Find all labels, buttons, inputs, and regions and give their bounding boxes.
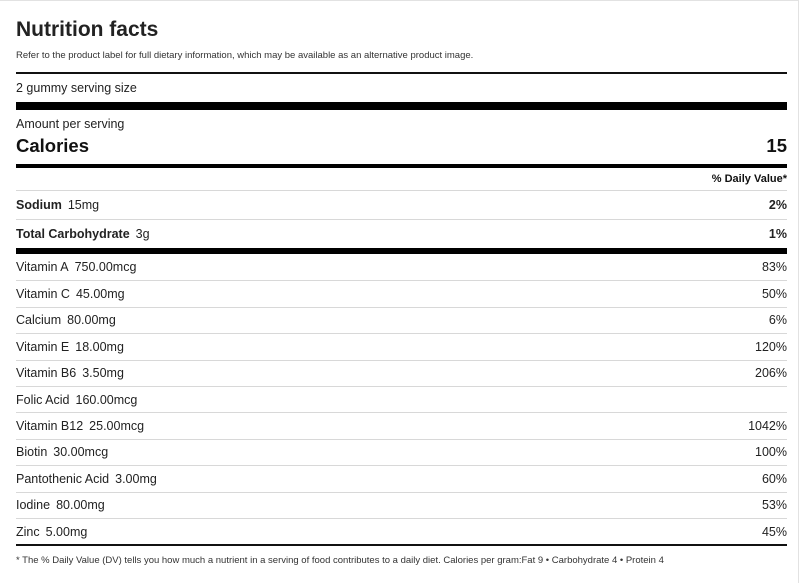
vitamin-info xyxy=(16,287,125,301)
vitamin-row xyxy=(16,254,787,280)
label-disclaimer: Refer to the product label for full dietary information, which may be available as an alternative product image. xyxy=(16,50,474,61)
vitamin-name: Vitamin E xyxy=(16,339,70,354)
vitamin-row xyxy=(16,412,787,438)
nutrient-amount: 15mg xyxy=(67,198,100,212)
vitamin-daily-value: 100% xyxy=(755,445,787,460)
nutrient-info xyxy=(16,198,99,212)
vitamin-name: Iodine xyxy=(16,498,51,513)
vitamin-name: Folic Acid xyxy=(16,392,70,407)
nutrient-row-sodium xyxy=(16,190,787,219)
vitamin-row xyxy=(16,386,787,412)
vitamin-daily-value: 50% xyxy=(761,287,787,302)
vitamin-info xyxy=(16,445,108,459)
vitamin-amount: 18.00mg xyxy=(75,339,124,354)
amount-per-serving-label: Amount per serving xyxy=(16,117,125,131)
vitamin-amount: 80.00mg xyxy=(67,313,116,328)
vitamin-name: Pantothenic Acid xyxy=(16,471,110,486)
vitamin-daily-value: 206% xyxy=(755,366,787,381)
vitamin-daily-value: 6% xyxy=(768,313,787,328)
vitamin-name: Vitamin C xyxy=(16,287,70,302)
vitamin-info xyxy=(16,393,137,407)
nutrient-row-total-carbohydrate xyxy=(16,219,787,248)
vitamin-info xyxy=(16,313,116,327)
vitamin-name: Biotin xyxy=(16,445,48,460)
nutrient-daily-value: 1% xyxy=(768,227,787,241)
nutrient-name: Total Carbohydrate xyxy=(16,227,130,241)
vitamin-info xyxy=(16,419,144,433)
vitamin-info xyxy=(16,525,87,539)
vitamin-name: Vitamin B6 xyxy=(16,366,77,381)
vitamin-amount: 3.50mg xyxy=(82,366,124,381)
vitamin-amount: 750.00mcg xyxy=(74,260,137,275)
nutrient-daily-value: 2% xyxy=(768,198,787,212)
vitamin-daily-value: 1042% xyxy=(748,419,787,434)
divider-bottom xyxy=(16,544,787,546)
vitamin-daily-value: 83% xyxy=(761,260,787,275)
vitamin-name: Zinc xyxy=(16,524,40,539)
vitamin-row xyxy=(16,439,787,465)
vitamin-row xyxy=(16,518,787,544)
nutrition-facts-panel xyxy=(16,0,787,567)
vitamin-amount: 160.00mcg xyxy=(75,392,138,407)
nutrient-amount: 3g xyxy=(135,227,150,241)
daily-value-header: % Daily Value* xyxy=(711,173,787,185)
calories-value: 15 xyxy=(766,135,787,156)
daily-value-footnote: * The % Daily Value (DV) tells you how much a nutrient in a serving of food contributes to a daily diet. Calories per gram:Fat 9 • Carbohydrate 4 • Protein 4 xyxy=(16,555,664,567)
nutrient-info xyxy=(16,227,150,241)
vitamin-row xyxy=(16,360,787,386)
serving-size: 2 gummy serving size xyxy=(16,81,137,95)
vitamin-row xyxy=(16,492,787,518)
vitamin-info xyxy=(16,340,124,354)
calories-label: Calories xyxy=(16,135,90,156)
vitamin-row xyxy=(16,465,787,491)
nutrient-name: Sodium xyxy=(16,198,62,212)
vitamin-row xyxy=(16,333,787,359)
vitamin-name: Calcium xyxy=(16,313,62,328)
vitamin-info xyxy=(16,366,124,380)
vitamin-name: Vitamin A xyxy=(16,260,69,275)
vitamin-daily-value: 60% xyxy=(761,471,787,486)
calories-row xyxy=(16,132,787,160)
vitamin-amount: 80.00mg xyxy=(56,498,105,513)
vitamin-info xyxy=(16,498,105,512)
vitamin-amount: 45.00mg xyxy=(75,287,125,302)
vitamin-daily-value: 120% xyxy=(755,339,787,354)
page-title: Nutrition facts xyxy=(16,18,159,41)
divider-heavy xyxy=(16,102,787,110)
vitamin-daily-value: 45% xyxy=(761,524,787,539)
vitamin-amount: 5.00mg xyxy=(45,524,88,539)
vitamin-name: Vitamin B12 xyxy=(16,419,84,434)
vitamin-row xyxy=(16,280,787,306)
vitamin-row xyxy=(16,307,787,333)
vitamin-daily-value: 53% xyxy=(761,498,787,513)
vitamin-amount: 30.00mcg xyxy=(53,445,109,460)
vitamin-amount: 3.00mg xyxy=(115,471,157,486)
vitamin-info xyxy=(16,260,136,274)
vitamin-amount: 25.00mcg xyxy=(89,419,145,434)
vitamin-info xyxy=(16,472,157,486)
vitamin-list xyxy=(16,254,787,544)
